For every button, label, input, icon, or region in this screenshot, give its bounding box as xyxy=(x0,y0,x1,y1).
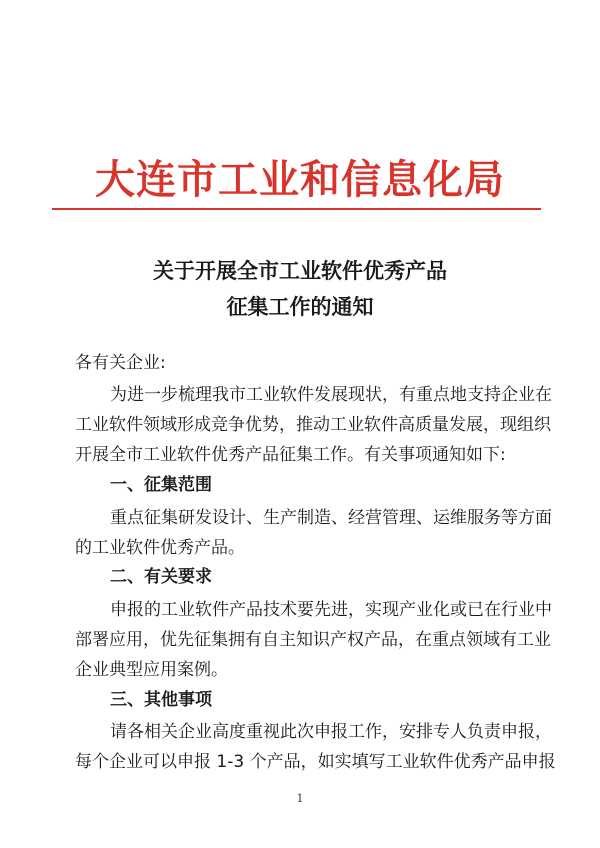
section-other-line-2: 每个企业可以申报 1-3 个产品，如实填写工业软件优秀产品申报 xyxy=(75,752,556,772)
section-heading-scope: 一、征集范围 xyxy=(110,475,212,495)
section-heading-other: 三、其他事项 xyxy=(110,690,212,710)
document-title-line-2: 征集工作的通知 xyxy=(226,294,374,319)
salutation: 各有关企业: xyxy=(75,353,166,373)
intro-line-3: 开展全市工业软件优秀产品征集工作。有关事项通知如下: xyxy=(75,445,506,465)
section-heading-requirements: 二、有关要求 xyxy=(110,567,212,587)
document-title-line-1: 关于开展全市工业软件优秀产品 xyxy=(153,258,447,283)
red-header-rule xyxy=(52,208,541,210)
section-requirements-line-2: 部署应用，优先征集拥有自主知识产权产品，在重点领域有工业 xyxy=(75,630,551,650)
section-scope-line-1: 重点征集研发设计、生产制造、经营管理、运维服务等方面 xyxy=(110,508,552,528)
section-requirements-line-3: 企业典型应用案例。 xyxy=(75,660,228,680)
intro-line-1: 为进一步梳理我市工业软件发展现状，有重点地支持企业在 xyxy=(110,385,552,405)
page-number: 1 xyxy=(296,792,304,805)
section-other-line-1: 请各相关企业高度重视此次申报工作，安排专人负责申报， xyxy=(110,722,552,742)
intro-line-2: 工业软件领域形成竞争优势，推动工业软件高质量发展，现组织 xyxy=(75,415,551,435)
issuing-authority-title: 大连市工业和信息化局 xyxy=(95,156,505,203)
section-scope-line-2: 的工业软件优秀产品。 xyxy=(75,538,245,558)
section-requirements-line-1: 申报的工业软件产品技术要先进，实现产业化或已在行业中 xyxy=(110,600,552,620)
